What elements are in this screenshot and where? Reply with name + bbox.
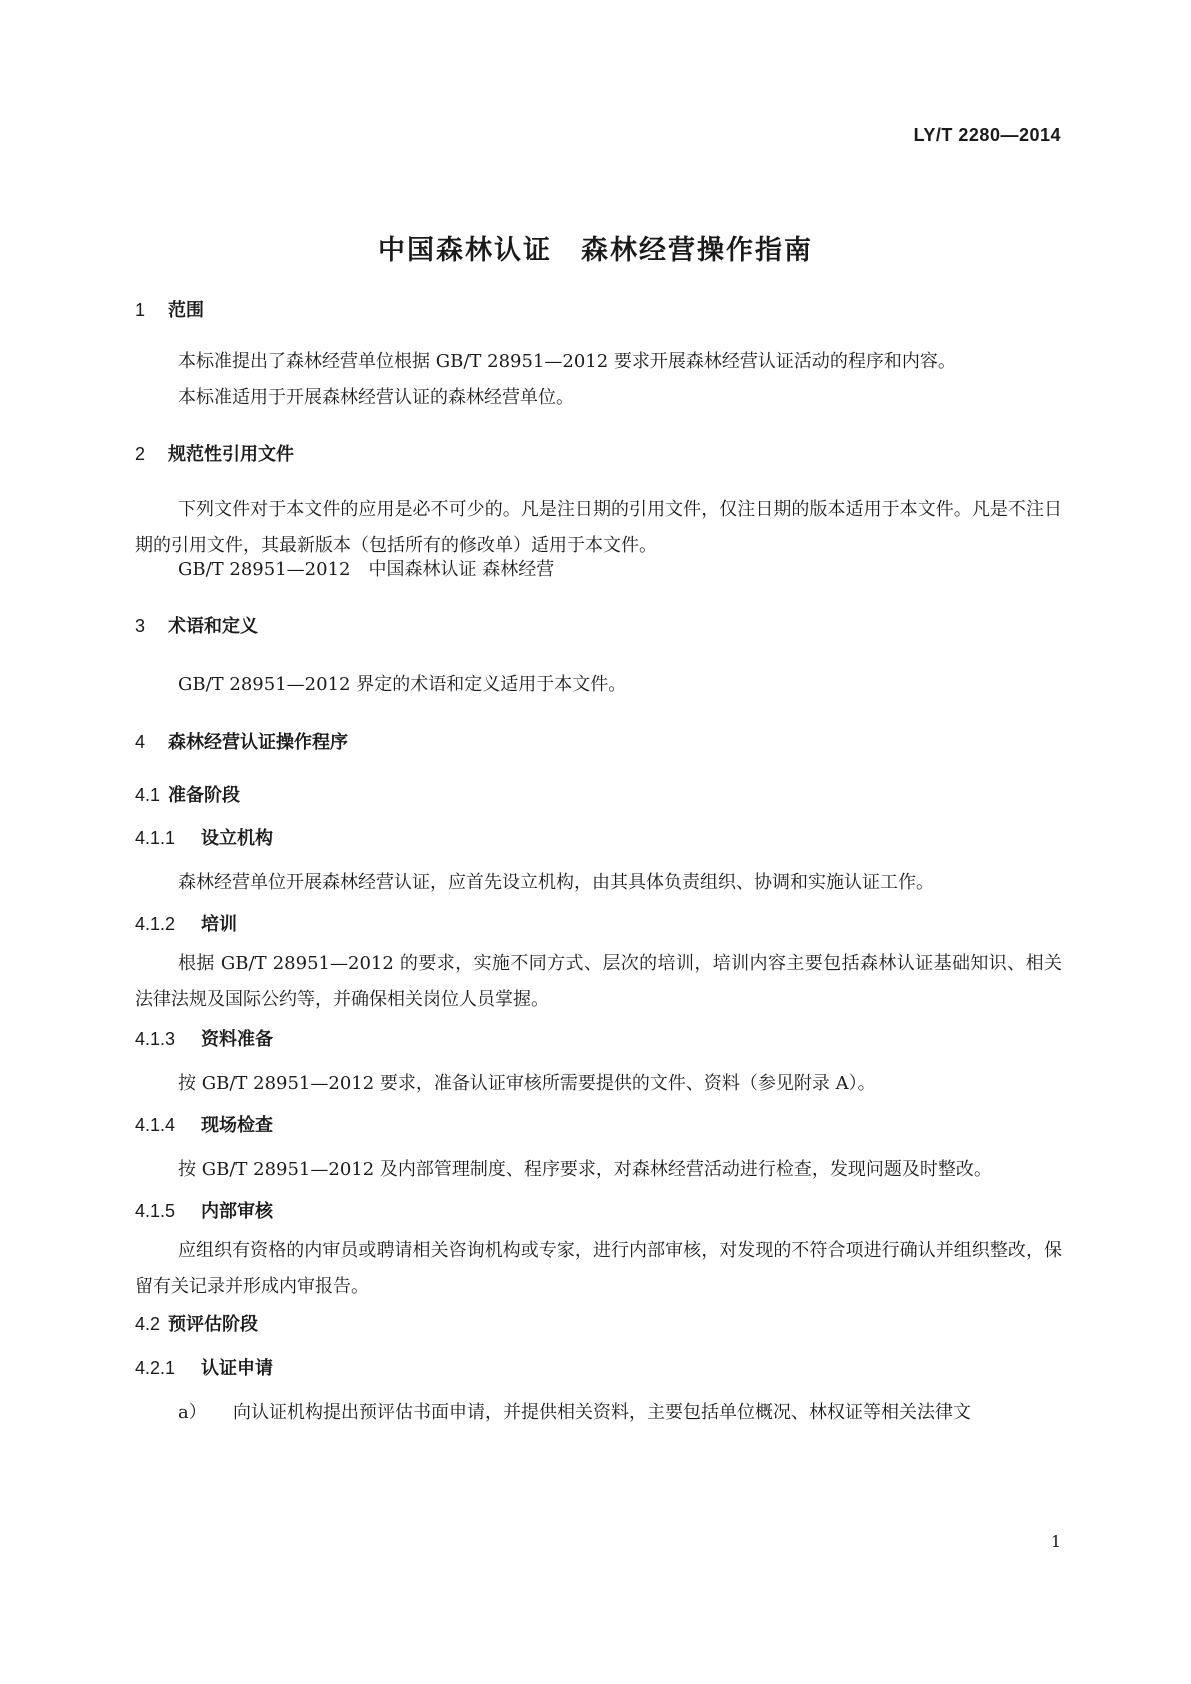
section-number: 4.1.4	[135, 1115, 176, 1135]
section-heading-2	[135, 440, 294, 466]
paragraph: 按 GB/T 28951—2012 要求，准备认证审核所需要提供的文件、资料（参见附录 A）。	[178, 1073, 876, 1094]
section-title: 认证申请	[201, 1358, 273, 1379]
section-title: 预评估阶段	[168, 1314, 258, 1335]
section-title: 范围	[168, 300, 204, 321]
section-number: 3	[135, 616, 146, 636]
section-heading-4	[135, 728, 348, 754]
paragraph: 本标准提出了森林经营单位根据 GB/T 28951—2012 要求开展森林经营认证活动的程序和内容。	[178, 351, 956, 372]
section-title: 培训	[201, 914, 237, 935]
subsection-heading-4-1	[135, 781, 240, 807]
clause-heading-4-1-4	[135, 1111, 273, 1137]
paragraph: 森林经营单位开展森林经营认证，应首先设立机构，由其具体负责组织、协调和实施认证工作。	[178, 872, 934, 893]
paragraph: 根据 GB/T 28951—2012 的要求，实施不同方式、层次的培训，培训内容主要包括森林认证基础知识、相关法律法规及国际公约等，并确保相关岗位人员掌握。	[135, 953, 1062, 1010]
subsection-heading-4-2	[135, 1310, 258, 1336]
section-heading-1	[135, 296, 204, 322]
list-item	[178, 1398, 1062, 1424]
paragraph: 应组织有资格的内审员或聘请相关咨询机构或专家，进行内部审核，对发现的不符合项进行确认并组织整改，保留有关记录并形成内审报告。	[135, 1240, 1062, 1297]
section-heading-3	[135, 612, 258, 638]
section-number: 2	[135, 444, 146, 464]
section-number: 4	[135, 732, 146, 752]
section-number: 4.1	[135, 785, 161, 805]
section-title: 资料准备	[201, 1029, 273, 1050]
section-title: 森林经营认证操作程序	[168, 732, 348, 753]
paragraph: GB/T 28951—2012 界定的术语和定义适用于本文件。	[178, 674, 627, 695]
section-number: 4.1.3	[135, 1029, 176, 1049]
document-title: 中国森林认证 森林经营操作指南	[378, 235, 813, 266]
section-number: 4.1.5	[135, 1201, 176, 1221]
paragraph: 本标准适用于开展森林经营认证的森林经营单位。	[178, 387, 574, 408]
clause-heading-4-2-1	[135, 1354, 273, 1380]
section-number: 4.1.1	[135, 828, 176, 848]
section-title: 现场检查	[201, 1115, 273, 1136]
standard-code: LY/T 2280—2014	[913, 125, 1061, 145]
section-title: 设立机构	[201, 828, 273, 849]
clause-heading-4-1-1	[135, 824, 273, 850]
section-title: 规范性引用文件	[168, 444, 294, 465]
section-number: 4.1.2	[135, 914, 176, 934]
section-title: 术语和定义	[168, 616, 258, 637]
paragraph: 按 GB/T 28951—2012 及内部管理制度、程序要求，对森林经营活动进行检查，发现问题及时整改。	[178, 1159, 992, 1180]
paragraph: 下列文件对于本文件的应用是必不可少的。凡是注日期的引用文件，仅注日期的版本适用于本文件。凡是不注日期的引用文件，其最新版本（包括所有的修改单）适用于本文件。	[135, 499, 1062, 556]
section-title: 内部审核	[201, 1201, 273, 1222]
list-marker: a）	[178, 1402, 207, 1423]
section-number: 4.2	[135, 1314, 161, 1334]
clause-heading-4-1-3	[135, 1025, 273, 1051]
page-number: 1	[1050, 1532, 1061, 1551]
clause-heading-4-1-2	[135, 910, 237, 936]
clause-heading-4-1-5	[135, 1197, 273, 1223]
section-title: 准备阶段	[168, 785, 240, 806]
section-number: 1	[135, 300, 146, 320]
normative-reference: GB/T 28951—2012 中国森林认证 森林经营	[178, 559, 555, 580]
list-item-text: 向认证机构提出预评估书面申请，并提供相关资料，主要包括单位概况、林权证等相关法律文	[233, 1402, 971, 1423]
section-number: 4.2.1	[135, 1358, 176, 1378]
